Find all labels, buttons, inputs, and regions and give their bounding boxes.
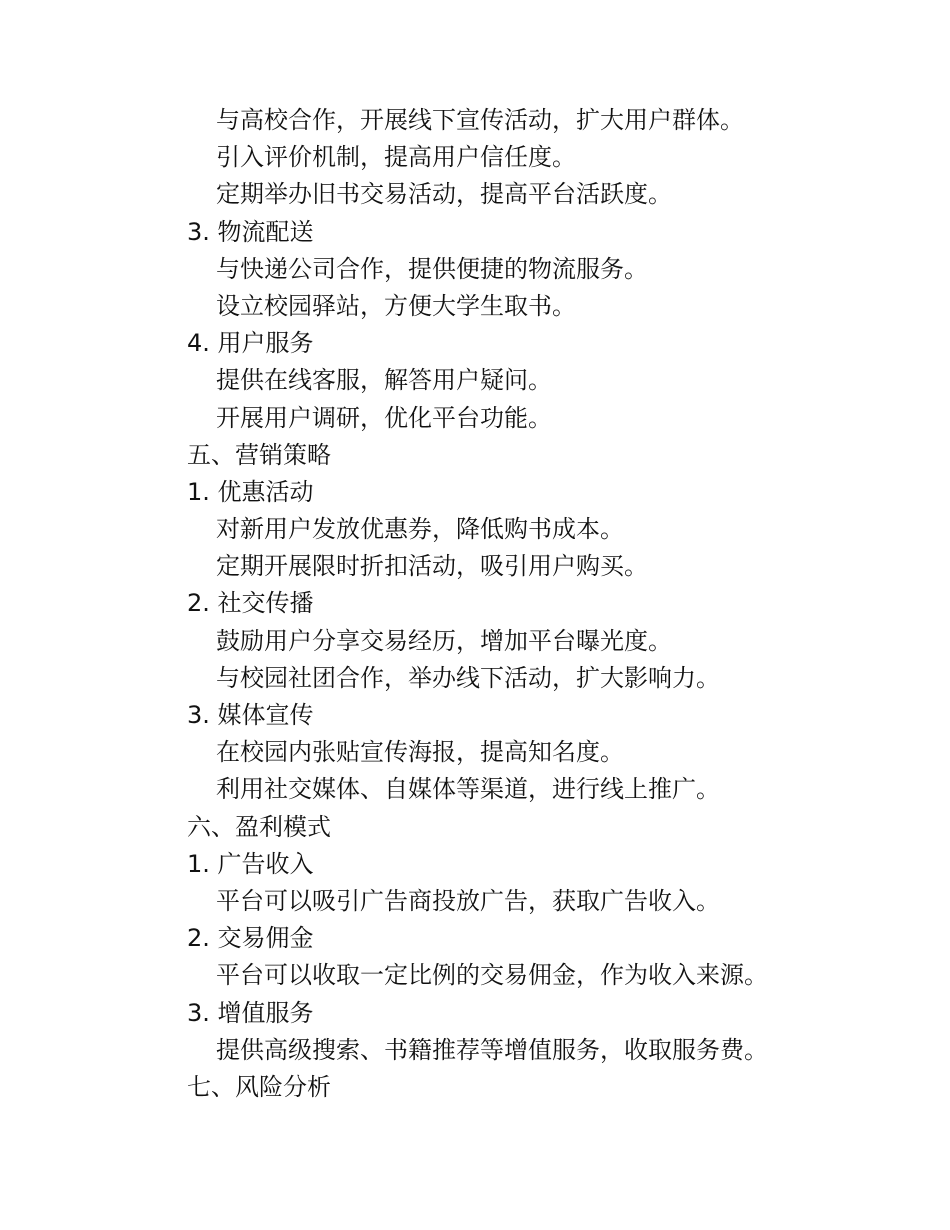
- subsection-heading: 3. 物流配送: [187, 217, 314, 246]
- body-paragraph: 鼓励用户分享交易经历，增加平台曝光度。: [216, 626, 672, 655]
- body-paragraph: 引入评价机制，提高用户信任度。: [216, 143, 576, 172]
- body-paragraph: 开展用户调研，优化平台功能。: [216, 403, 552, 432]
- section-heading: 七、风险分析: [187, 1072, 331, 1101]
- subsection-heading: 2. 社交传播: [187, 589, 314, 618]
- body-paragraph: 与校园社团合作，举办线下活动，扩大影响力。: [216, 663, 720, 692]
- subsection-heading: 3. 媒体宣传: [187, 701, 314, 729]
- body-paragraph: 提供高级搜索、书籍推荐等增值服务，收取服务费。: [216, 1035, 768, 1064]
- body-paragraph: 在校园内张贴宣传海报，提高知名度。: [216, 738, 624, 767]
- body-paragraph: 平台可以收取一定比例的交易佣金，作为收入来源。: [216, 961, 768, 990]
- subsection-heading: 1. 优惠活动: [187, 477, 314, 506]
- subsection-heading: 3. 增值服务: [187, 998, 314, 1027]
- body-paragraph: 平台可以吸引广告商投放广告，获取广告收入。: [216, 886, 720, 915]
- subsection-heading: 4. 用户服务: [187, 329, 314, 358]
- section-heading: 六、盈利模式: [187, 812, 331, 841]
- body-paragraph: 与高校合作，开展线下宣传活动，扩大用户群体。: [216, 106, 744, 134]
- body-paragraph: 定期举办旧书交易活动，提高平台活跃度。: [216, 180, 672, 209]
- body-paragraph: 对新用户发放优惠券，降低购书成本。: [216, 515, 624, 544]
- body-paragraph: 提供在线客服，解答用户疑问。: [216, 366, 552, 395]
- subsection-heading: 2. 交易佣金: [187, 924, 314, 953]
- body-paragraph: 定期开展限时折扣活动，吸引用户购买。: [216, 552, 648, 581]
- section-heading: 五、营销策略: [187, 440, 331, 469]
- subsection-heading: 1. 广告收入: [187, 849, 314, 878]
- document-body: [187, 102, 827, 1106]
- body-paragraph: 利用社交媒体、自媒体等渠道，进行线上推广。: [216, 775, 720, 804]
- body-paragraph: 设立校园驿站，方便大学生取书。: [216, 291, 576, 320]
- body-paragraph: 与快递公司合作，提供便捷的物流服务。: [216, 254, 648, 283]
